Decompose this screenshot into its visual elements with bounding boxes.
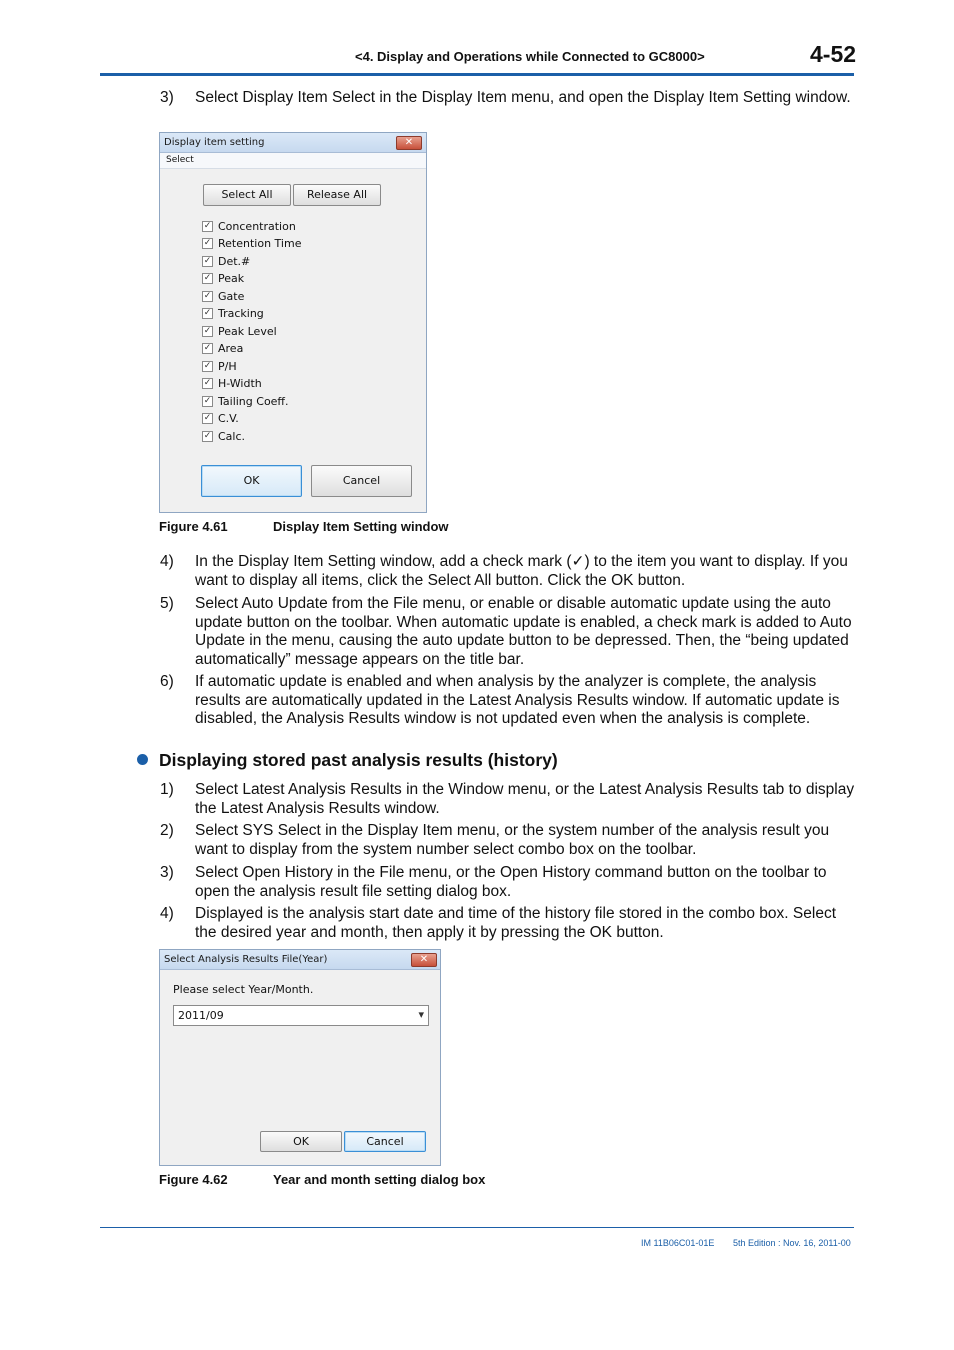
checkbox-cv[interactable] — [202, 412, 239, 426]
checkbox-label: H-Width — [218, 377, 262, 390]
section-heading: Displaying stored past analysis results (history) — [159, 750, 558, 770]
checkbox-label: Tracking — [218, 307, 264, 320]
checkbox-label: Calc. — [218, 429, 246, 443]
title-bar — [160, 133, 426, 153]
select-all-button[interactable]: Select All — [203, 184, 291, 206]
figure-caption: Year and month setting dialog box — [273, 1172, 486, 1187]
checkbox-h-width[interactable] — [202, 377, 262, 391]
figure-caption: Display Item Setting window — [273, 519, 449, 534]
checkbox-peak-level[interactable] — [202, 324, 277, 338]
step-text: Select Latest Analysis Results in the Window menu, or the Latest Analysis Results tab to display the Latest Analysis Results window. — [195, 781, 855, 817]
figure-number: Figure 4.61 — [159, 519, 228, 534]
checkbox-label: P/H — [218, 359, 237, 373]
menu-bar — [160, 153, 426, 169]
checkbox-label: Peak — [218, 272, 245, 285]
check-icon: ✓ — [203, 360, 212, 371]
checkbox-label: Concentration — [218, 219, 296, 233]
step-number: 4) — [160, 553, 174, 570]
check-icon: ✓ — [203, 430, 212, 441]
page-number: 4-52 — [810, 41, 857, 67]
ok-button[interactable]: OK — [201, 465, 302, 497]
step-number: 1) — [160, 781, 174, 798]
release-all-button[interactable]: Release All — [293, 184, 381, 206]
close-icon[interactable]: ✕ — [411, 953, 437, 967]
menu-select[interactable]: Select — [166, 155, 194, 165]
check-icon: ✓ — [203, 238, 212, 248]
check-icon: ✓ — [203, 378, 212, 388]
checkbox-area[interactable] — [202, 342, 243, 356]
bullet-icon — [137, 754, 148, 765]
ok-button[interactable]: OK — [260, 1131, 342, 1152]
step-text: In the Display Item Setting window, add a check mark (✓) to the item you want to display. If you want to display all items, click the Select All button. Click the OK button. — [195, 553, 848, 589]
check-icon: ✓ — [203, 413, 212, 423]
cancel-button[interactable]: Cancel — [344, 1131, 426, 1152]
checkbox-tracking[interactable] — [202, 307, 264, 321]
step-number: 3) — [160, 864, 174, 881]
checkbox-peak[interactable] — [202, 272, 244, 286]
check-icon: ✓ — [203, 395, 212, 406]
edition-date: 5th Edition : Nov. 16, 2011-00 — [733, 1238, 851, 1248]
step-number: 3) — [160, 89, 174, 106]
checkbox-label: Area — [218, 342, 244, 355]
step-text: Select Open History in the File menu, or the Open History command button on the toolbar to open the analysis result file setting dialog box. — [195, 864, 827, 900]
select-year-month-dialog — [159, 949, 441, 1166]
title-bar — [160, 950, 440, 970]
checkbox-concentration[interactable] — [202, 219, 296, 233]
window-title: Display item setting — [164, 137, 265, 148]
step-text: If automatic update is enabled and when analysis by the analyzer is complete, the analysis results are automatically updated in the Latest Analysis Results window. If automatic update is disabled, the Analysis Results window is not updated even when the analysis is complete. — [195, 673, 840, 727]
check-icon: ✓ — [203, 273, 212, 283]
close-icon[interactable]: ✕ — [396, 136, 422, 150]
document-number: IM 11B06C01-01E — [641, 1238, 715, 1248]
check-icon: ✓ — [203, 308, 212, 318]
step-number: 2) — [160, 822, 174, 839]
step-text: Select Display Item Select in the Display Item menu, and open the Display Item Setting window. — [195, 89, 851, 106]
checkbox-label: Retention Time — [218, 237, 302, 250]
check-icon: ✓ — [203, 290, 212, 301]
checkbox-ph[interactable] — [202, 359, 237, 373]
checkbox-label: Peak Level — [218, 324, 277, 338]
checkbox-retention-time[interactable] — [202, 237, 301, 251]
prompt-label: Please select Year/Month. — [173, 983, 314, 996]
check-icon: ✓ — [203, 343, 212, 353]
checkbox-label: Det.# — [218, 254, 251, 268]
step-number: 5) — [160, 595, 174, 612]
step-text: Select Auto Update from the File menu, or enable or disable automatic update using the auto update button on the toolbar. When automatic update is enabled, a check mark is added to Auto Update in the menu, causing the auto update button to be depressed. Then, the “being updated automatically” message appears on the title bar. — [195, 595, 852, 668]
step-number: 4) — [160, 905, 174, 922]
step-text: Displayed is the analysis start date and time of the history file stored in the combo box. Select the desired year and month, then apply it by pressing the OK button. — [195, 905, 836, 941]
footer-rule — [100, 1227, 854, 1228]
header-rule — [100, 73, 854, 76]
figure-number: Figure 4.62 — [159, 1172, 228, 1187]
running-header: <4. Display and Operations while Connected to GC8000> — [355, 49, 705, 64]
step-number: 6) — [160, 673, 174, 690]
display-item-setting-window — [159, 132, 427, 513]
year-month-combo[interactable] — [173, 1005, 429, 1026]
checkbox-label: Tailing Coeff. — [218, 394, 289, 408]
window-title: Select Analysis Results File(Year) — [164, 954, 328, 965]
checkbox-det[interactable] — [202, 254, 250, 268]
checkbox-label: Gate — [218, 289, 245, 303]
step-text: Select SYS Select in the Display Item menu, or the system number of the analysis result you want to display from the system number select combo box on the toolbar. — [195, 822, 830, 858]
cancel-button[interactable]: Cancel — [311, 465, 412, 497]
check-icon: ✓ — [203, 255, 212, 266]
checkbox-label: C.V. — [218, 412, 239, 425]
chevron-down-icon[interactable]: ▾ — [418, 1008, 424, 1021]
combo-value: 2011/09 — [178, 1009, 224, 1022]
checkbox-gate[interactable] — [202, 289, 244, 303]
check-icon: ✓ — [203, 325, 212, 336]
checkbox-tailing-coeff[interactable] — [202, 394, 289, 408]
checkbox-calc[interactable] — [202, 429, 245, 443]
check-icon: ✓ — [203, 220, 212, 231]
